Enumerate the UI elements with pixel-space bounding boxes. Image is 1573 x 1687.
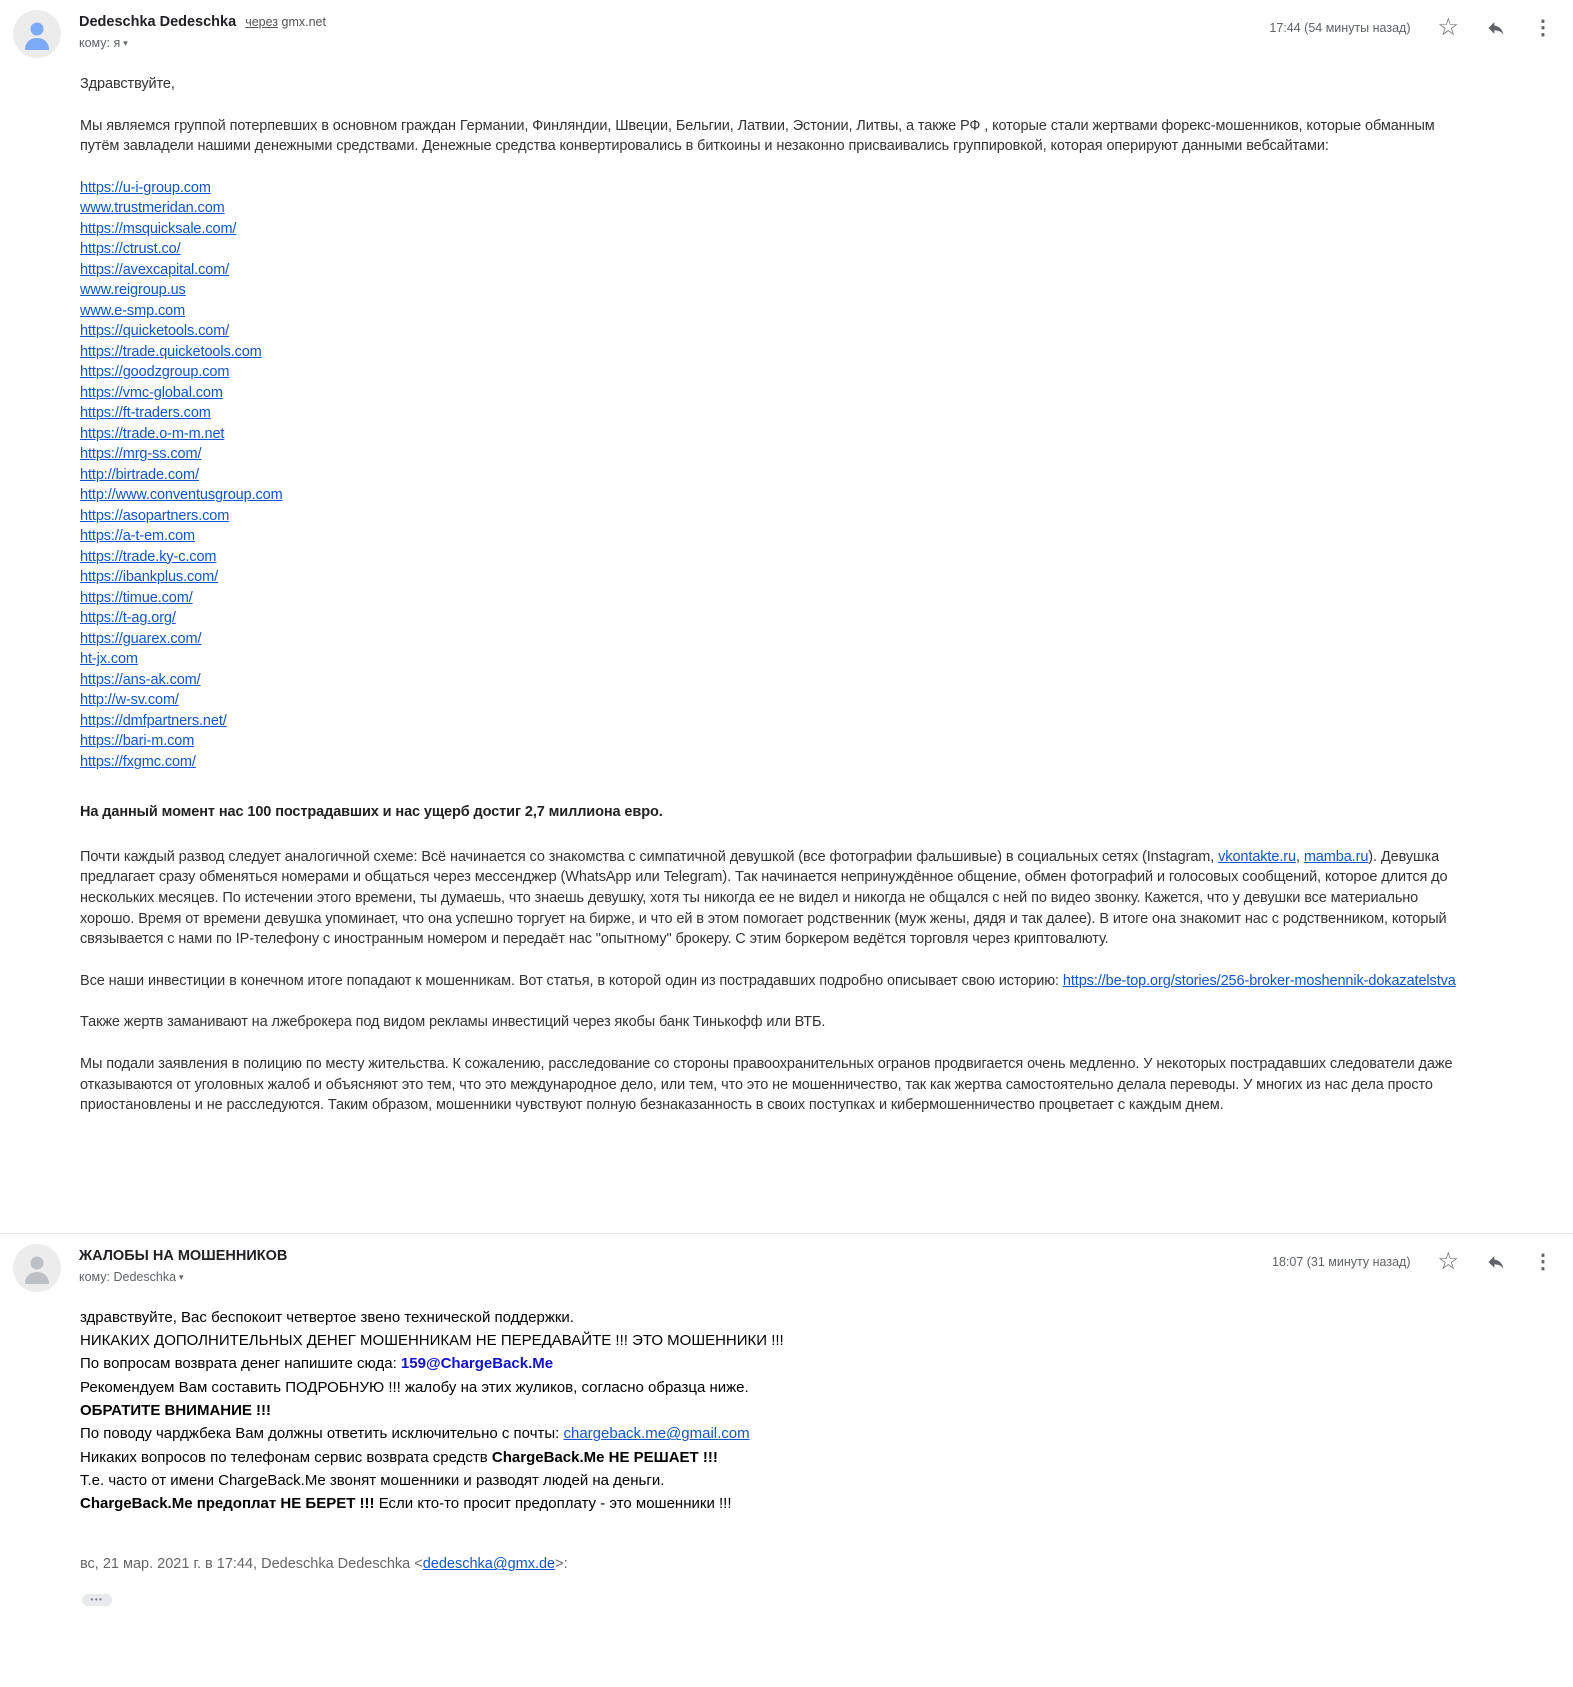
support-intro-text: здравствуйте, Вас беспокоит четвертое звено технической поддержки. [80, 1308, 574, 1326]
scam-site-link[interactable]: https://avexcapital.com/ [80, 261, 230, 278]
vkontakte-link[interactable]: vkontakte.ru [1218, 848, 1296, 865]
scam-site-link[interactable]: https://trade.ky-c.com [80, 548, 217, 565]
impersonation-warning-text: Т.е. часто от имени ChargeBack.Me звонят мошенники и разводят людей на деньги. [80, 1471, 665, 1489]
scam-site-link[interactable]: https://vmc-global.com [80, 384, 223, 401]
chevron-down-icon: ▾ [179, 1271, 184, 1282]
scam-site-link[interactable]: www.reigroup.us [80, 282, 186, 299]
recipient-dropdown[interactable]: кому: я ▾ [79, 36, 128, 50]
scam-site-link[interactable]: https://t-ag.org/ [80, 610, 176, 627]
email-message-2 [0, 1234, 1573, 1609]
scam-site-link[interactable]: https://asopartners.com [80, 507, 230, 524]
scam-site-link[interactable]: https://bari-m.com [80, 733, 195, 750]
scam-site-link[interactable]: https://ans-ak.com/ [80, 671, 201, 688]
timestamp: 17:44 (54 минуты назад) [1269, 21, 1411, 35]
attention-text: ОБРАТИТЕ ВНИМАНИЕ !!! [80, 1402, 272, 1419]
scam-site-link[interactable]: https://u-i-group.com [80, 179, 211, 196]
person-icon [13, 1244, 61, 1292]
star-icon[interactable]: ☆ [1437, 1247, 1459, 1275]
reply-icon[interactable] [1486, 1252, 1506, 1272]
scam-site-link[interactable]: https://ibankplus.com/ [80, 569, 219, 586]
scam-site-link[interactable]: https://a-t-em.com [80, 528, 196, 545]
mamba-link[interactable]: mamba.ru [1303, 848, 1369, 865]
scam-site-link[interactable]: https://fxgmc.com/ [80, 753, 196, 770]
more-options-icon[interactable]: ⋮ [1533, 17, 1553, 39]
paragraph: Мы подали заявления в полицию по месту жительства. К сожалению, расследование со стороны правоохранительных огранов продвигается очень медленно. У некоторых пострадавших следователи даже отказываются от уголовных жалоб и объясняют это тем, что это международное дело, или тем, что это не мошенничество, так как жертва самостоятельно делала переводы. У многих из нас дела просто приостановлены и не расследуются. Таким образом, мошенники чувствуют полную безнаказанность в своих поступках и кибермошенничество процветает с каждым днем. [80, 1056, 1453, 1114]
scam-site-link[interactable]: https://msquicksale.com/ [80, 220, 237, 237]
scam-site-link[interactable]: https://mrg-ss.com/ [80, 446, 202, 463]
recommendation-text: Рекомендуем Вам составить ПОДРОБНУЮ !!! жалобу на этих жуликов, согласно образца ниже. [80, 1378, 749, 1396]
recipient-dropdown[interactable]: кому: Dedeschka ▾ [79, 1269, 184, 1284]
gmx-address-link[interactable]: dedeschka@gmx.de [422, 1556, 556, 1573]
scam-site-link[interactable]: ht-jx.com [80, 651, 138, 668]
scam-site-link-list [80, 178, 1458, 773]
scam-site-link[interactable]: https://goodzgroup.com [80, 364, 230, 381]
email1-header [0, 0, 1573, 58]
email2-header [0, 1234, 1573, 1292]
via-label: через gmx.net [245, 15, 326, 29]
warning-text: НИКАКИХ ДОПОЛНИТЕЛЬНЫХ ДЕНЕГ МОШЕННИКАМ НЕ ПЕРЕДАВАЙТЕ !!! ЭТО МОШЕННИКИ !!! [80, 1332, 784, 1350]
scam-site-link[interactable]: http://w-sv.com/ [80, 692, 179, 709]
phone-warning-line: Никаких вопросов по телефонам сервис возврата средств ChargeBack.Me НЕ РЕШАЕТ !!! [80, 1448, 718, 1466]
scam-site-link[interactable]: www.e-smp.com [80, 302, 186, 319]
scam-site-link[interactable]: https://trade.quicketools.com [80, 343, 262, 360]
greeting-text: Здравствуйте, [80, 76, 175, 92]
sender-avatar[interactable] [13, 1244, 61, 1292]
show-trimmed-content-button[interactable]: ••• [82, 1594, 112, 1606]
story-article-link[interactable]: https://be-top.org/stories/256-broker-moshennik-dokazatelstva [1062, 972, 1456, 989]
scam-site-link[interactable]: www.trustmeridan.com [80, 200, 225, 217]
star-icon[interactable]: ☆ [1437, 14, 1459, 41]
person-icon [13, 10, 61, 58]
scam-site-link[interactable]: http://www.conventusgroup.com [80, 487, 283, 504]
gmail-address-link[interactable]: chargeback.me@gmail.com [563, 1425, 750, 1443]
victims-summary-text: На данный момент нас 100 пострадавших и нас ущерб достиг 2,7 миллиона евро. [80, 804, 663, 821]
scam-site-link[interactable]: https://ft-traders.com [80, 405, 211, 422]
reply-icon[interactable] [1486, 18, 1506, 38]
paragraph: Почти каждый развод следует аналогичной схеме: Всё начинается со знакомства с симпатичной девушкой (все фотографии фальшивые) в социальных сетях (Instagram, vkontakte.ru, mamba.ru). Девушка предлагает сразу обменяться номерами и общаться через мессенджер (WhatsApp или Telegram). Так начинается непринуждённое общение, обмен фотографий и голосовых сообщений, которое длится до нескольких месяцев. По истечении этого времени, ты думаешь, что знаешь девушку, хотя ты никогда ее не видел и никогда не общался с ней по видео звонку. Кажется, что у девушки все материально хорошо. Время от времени девушка упоминает, что она успешно торгует на бирже, и что ей в этом помогает родственник (муж жены, дядя и так далее). В итоге она знакомит нас с родственником, который связывается с нами по IP-телефону с иностранным номером и передаёт нас "опытному" брокеру. С этим боркером ведётся торговля через криптовалюту. [80, 848, 1448, 948]
scam-site-link[interactable]: https://timue.com/ [80, 589, 193, 606]
quoted-message-header: вс, 21 мар. 2021 г. в 17:44, Dedeschka Dedeschka <dedeschka@gmx.de>: [80, 1556, 568, 1573]
gmail-contact-line: По поводу чарджбека Вам должны ответить исключительно с почты: chargeback.me@gmail.com [80, 1425, 750, 1443]
scam-site-link[interactable]: https://ctrust.co/ [80, 241, 181, 258]
chevron-down-icon: ▾ [123, 38, 128, 48]
paragraph: Все наши инвестиции в конечном итоге попадают к мошенникам. Вот статья, в которой один из пострадавших подробно описывает свою историю: https://be-top.org/stories/256-broker-moshennik-dokazatelstva [80, 972, 1456, 989]
sender-name: Dedeschka Dedeschka [79, 14, 237, 30]
email1-body [0, 74, 1573, 1116]
more-options-icon[interactable]: ⋮ [1533, 1250, 1553, 1273]
chargeback-email-link[interactable]: 159@ChargeBack.Me [400, 1355, 554, 1373]
scam-site-link[interactable]: https://dmfpartners.net/ [80, 712, 227, 729]
scam-site-link[interactable]: https://quicketools.com/ [80, 323, 230, 340]
scam-site-link[interactable]: http://birtrade.com/ [80, 466, 199, 483]
sender-avatar[interactable] [13, 10, 61, 58]
scam-site-link[interactable]: https://guarex.com/ [80, 630, 202, 647]
scam-site-link[interactable]: https://trade.o-m-m.net [80, 425, 225, 442]
prepayment-warning-line: ChargeBack.Me предоплат НЕ БЕРЕТ !!! Если кто-то просит предоплату - это мошенники !!! [80, 1495, 732, 1513]
refund-contact-line: По вопросам возврата денег напишите сюда: 159@ChargeBack.Me [80, 1355, 554, 1373]
timestamp: 18:07 (31 минуту назад) [1272, 1254, 1411, 1269]
paragraph: Также жертв заманивают на лжеброкера под видом рекламы инвестиций через якобы банк Тинькофф или ВТБ. [80, 1014, 826, 1031]
sender-name: ЖАЛОБЫ НА МОШЕННИКОВ [79, 1247, 288, 1264]
paragraph: Мы являемся группой потерпевших в основном граждан Германии, Финляндии, Швеции, Бельгии, Латвии, Эстонии, Литвы, а также РФ , которые стали жертвами форекс-мошенников, которые обманным путём завладели нашими денежными средствами. Денежные средства конвертировались в биткоины и незаконно присваивались группировкой, которая оперируют данными вебсайтами: [80, 117, 1435, 155]
email2-body [0, 1292, 1573, 1609]
